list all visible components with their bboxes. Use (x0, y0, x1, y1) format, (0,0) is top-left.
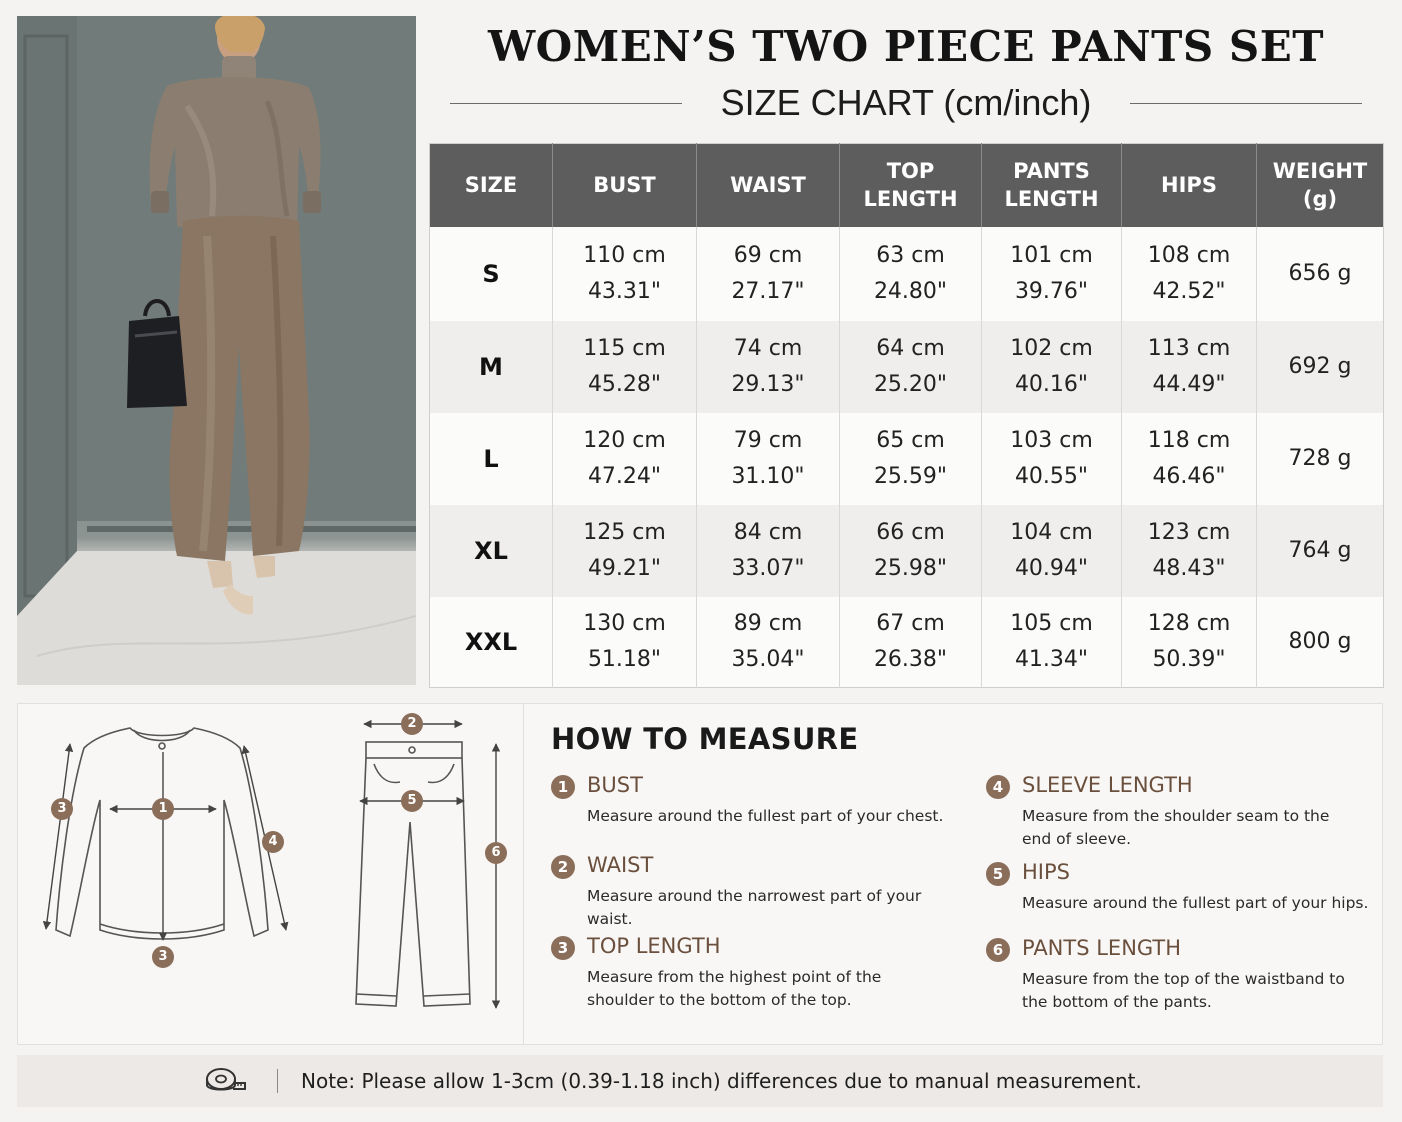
how-to-measure-title: HOW TO MEASURE (551, 722, 859, 756)
bust-cell: 120 cm 47.24" (553, 413, 697, 505)
waist-cell: 74 cm 29.13" (697, 321, 840, 413)
top-length-cell: 67 cm 26.38" (840, 597, 982, 688)
top-length-cell: 66 cm 25.98" (840, 505, 982, 597)
hips-cell: 113 cm 44.49" (1122, 321, 1257, 413)
number-badge: 4 (986, 775, 1010, 799)
bust-cell: 130 cm 51.18" (553, 597, 697, 688)
page-subtitle: SIZE CHART (cm/inch) (720, 82, 1092, 123)
measurement-diagram (18, 704, 523, 1044)
col-header-pants-length: PANTS LENGTH (982, 144, 1122, 227)
bust-cell: 110 cm 43.31" (553, 227, 697, 321)
waist-cell: 79 cm 31.10" (697, 413, 840, 505)
measure-desc: Measure from the highest point of the shoulder to the bottom of the top. (587, 968, 882, 1009)
pants-length-cell: 101 cm 39.76" (982, 227, 1122, 321)
hips-cell: 123 cm 48.43" (1122, 505, 1257, 597)
col-header-size: SIZE (430, 144, 553, 227)
bust-cell: 125 cm 49.21" (553, 505, 697, 597)
measure-label: HIPS (1022, 860, 1070, 884)
number-badge: 5 (986, 862, 1010, 886)
weight-cell: 800 g (1288, 628, 1352, 654)
hips-cell: 108 cm 42.52" (1122, 227, 1257, 321)
size-cell: S (430, 227, 553, 321)
hips-cell: 118 cm 46.46" (1122, 413, 1257, 505)
pants-length-cell: 102 cm 40.16" (982, 321, 1122, 413)
diagram-marker-6: 6 (485, 842, 507, 864)
col-header-waist: WAIST (697, 144, 840, 227)
measure-label: WAIST (587, 853, 654, 877)
sweater-outline-icon (56, 728, 268, 939)
top-length-cell: 64 cm 25.20" (840, 321, 982, 413)
col-header-top-length: TOP LENGTH (840, 144, 982, 227)
weight-cell: 656 g (1288, 260, 1352, 286)
note-bar (17, 1055, 1383, 1107)
diagram-marker-3a: 3 (51, 798, 73, 820)
size-cell: XXL (430, 597, 553, 688)
waist-cell: 89 cm 35.04" (697, 597, 840, 688)
number-badge: 2 (551, 855, 575, 879)
product-photo (17, 16, 416, 685)
diagram-marker-2: 2 (401, 713, 423, 735)
diagram-marker-5: 5 (401, 790, 423, 812)
size-cell: L (430, 413, 553, 505)
weight-cell: 728 g (1288, 445, 1352, 471)
diagram-marker-4: 4 (262, 831, 284, 853)
measure-label: PANTS LENGTH (1022, 936, 1182, 960)
diagram-marker-3b: 3 (152, 946, 174, 968)
panel-divider (523, 704, 524, 1044)
col-header-bust: BUST (553, 144, 697, 227)
waist-cell: 69 cm 27.17" (697, 227, 840, 321)
table-row (430, 321, 1384, 413)
weight-cell: 692 g (1257, 321, 1384, 413)
table-row (430, 505, 1384, 597)
page-title: WOMEN’S TWO PIECE PANTS SET (488, 22, 1324, 71)
top-length-cell: 63 cm 24.80" (840, 227, 982, 321)
table-header-row (430, 144, 1384, 227)
size-chart-table (429, 143, 1384, 688)
subtitle-divider-right (1130, 103, 1362, 104)
weight-cell: 764 g (1257, 505, 1384, 597)
table-row (430, 227, 1384, 321)
table-row (430, 413, 1384, 505)
top-length-cell: 65 cm 25.59" (840, 413, 982, 505)
measure-desc: Measure around the fullest part of your hips. (1022, 894, 1369, 912)
number-badge: 6 (986, 938, 1010, 962)
waist-cell: 84 cm 33.07" (697, 505, 840, 597)
tape-measure-icon (205, 1067, 247, 1099)
measure-label: SLEEVE LENGTH (1022, 773, 1193, 797)
table-row (430, 597, 1384, 688)
size-cell: XL (430, 505, 553, 597)
pants-outline-icon (356, 742, 470, 1006)
diagram-marker-1: 1 (152, 798, 174, 820)
size-cell: M (430, 321, 553, 413)
subtitle-row (450, 80, 1362, 126)
hips-cell: 128 cm 50.39" (1122, 597, 1257, 688)
measure-label: BUST (587, 773, 643, 797)
measure-desc: Measure around the fullest part of your chest. (587, 807, 944, 825)
pants-length-cell: 103 cm 40.55" (982, 413, 1122, 505)
measure-desc: Measure around the narrowest part of your waist. (587, 887, 922, 928)
measure-desc: Measure from the shoulder seam to the end of sleeve. (1022, 807, 1330, 848)
number-badge: 1 (551, 775, 575, 799)
note-divider (277, 1069, 278, 1093)
measure-desc: Measure from the top of the waistband to the bottom of the pants. (1022, 970, 1345, 1011)
pants-length-cell: 105 cm 41.34" (982, 597, 1122, 688)
number-badge: 3 (551, 936, 575, 960)
measure-label: TOP LENGTH (587, 934, 721, 958)
col-header-weight: WEIGHT (g) (1257, 144, 1384, 227)
note-text: Note: Please allow 1-3cm (0.39-1.18 inch) differences due to manual measurement. (301, 1069, 1142, 1093)
col-header-hips: HIPS (1122, 144, 1257, 227)
how-to-measure-panel (17, 703, 1383, 1045)
bust-cell: 115 cm 45.28" (553, 321, 697, 413)
pants-length-cell: 104 cm 40.94" (982, 505, 1122, 597)
